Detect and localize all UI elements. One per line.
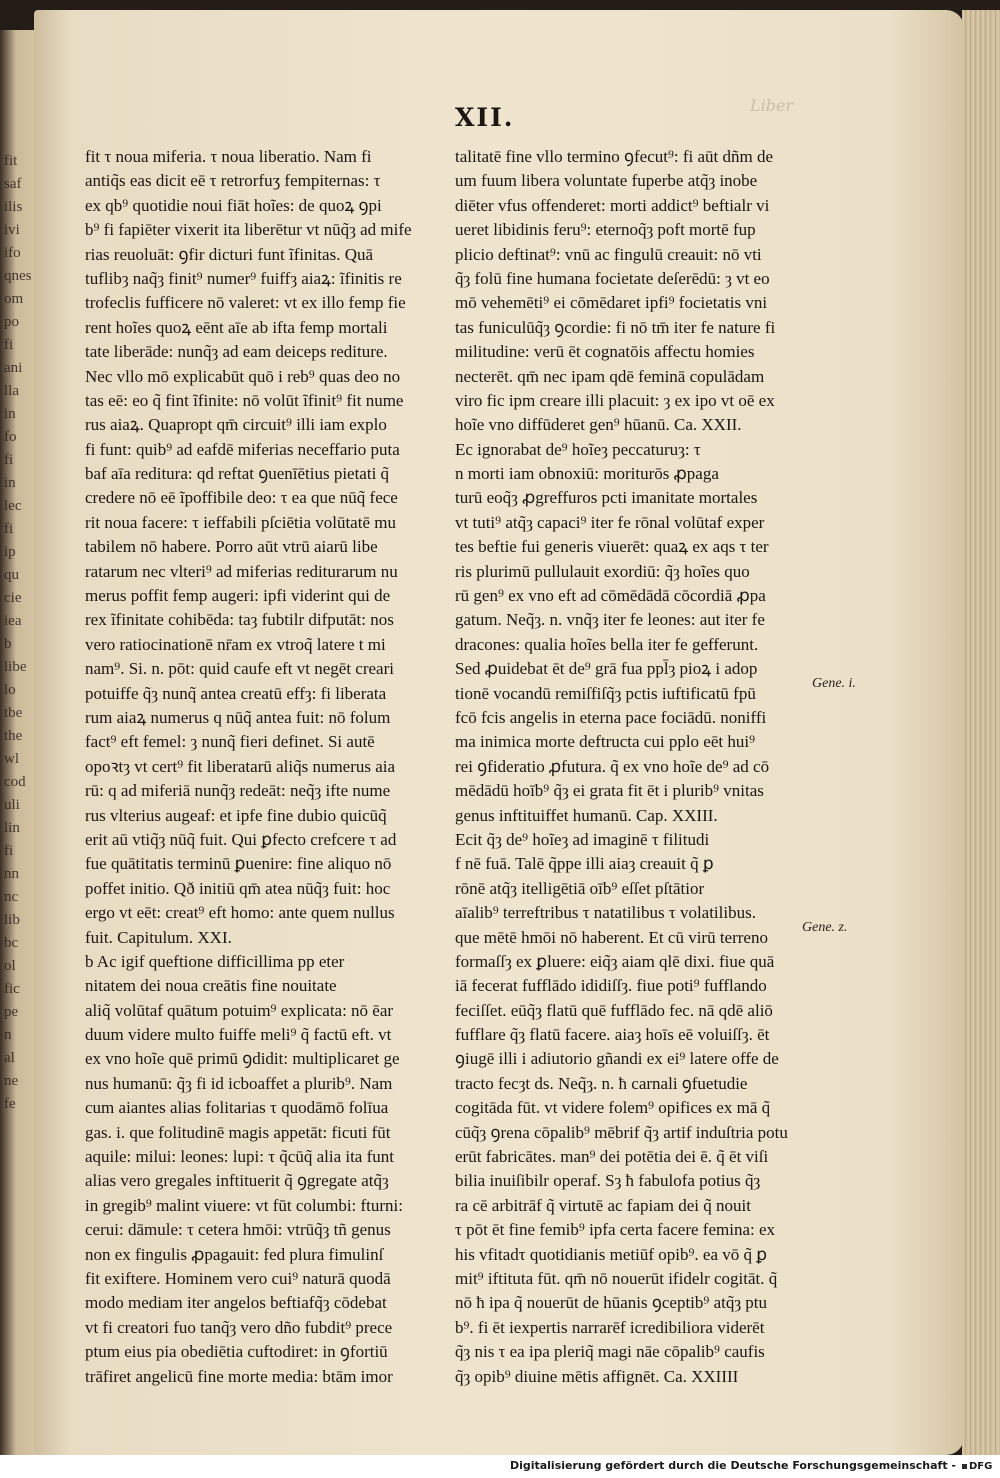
left-text-column xyxy=(85,145,445,1389)
right-column-line: que mētē hmōi nō haberent. Et cū virū terreno xyxy=(455,927,768,947)
right-column-line: q̃ȝ folū fine humana focietate deſerēdū: ȝ vt eo xyxy=(455,268,770,288)
right-column-line: hoĩe vno diffūderet gen⁹ hūanū. Ca. XXII. xyxy=(455,415,742,435)
right-column-line: ueret libidinis feru⁹: eternoq̃ȝ poft mortē fup xyxy=(455,220,756,240)
right-column-line: ris plurimū pullulauit exordiū: q̃ȝ hoĩes quo xyxy=(455,561,750,581)
left-column-line: gas. i. que folitudinē magis appetāt: ficuti fūt xyxy=(85,1122,391,1142)
dfg-logo-mark-icon xyxy=(962,1464,967,1469)
right-column-line: nō ħ ipa q̃ nouerūt de hūanis ꝯceptib⁹ atq̃ȝ ptu xyxy=(455,1293,768,1313)
right-column-line: dracones: qualia hoĩes bella iter fe gefferunt. xyxy=(455,634,759,654)
left-column-line: nitatem dei noua creātis fine nouitate xyxy=(85,976,337,996)
right-column-line: um fuum libera voluntate fuperbe atq̃ȝ inobe xyxy=(455,171,758,191)
left-column-line: fit exiftere. Hominem vero cui⁹ naturā quodā xyxy=(85,1268,391,1288)
right-column-line: rū gen⁹ ex vno eft ad cōmēdādā cōcordiā ꝓpa xyxy=(455,586,766,606)
left-column-line: nam⁹. Si. n. pōt: quid caufe eft vt negēt creari xyxy=(85,659,394,679)
right-column-line: turū eoq̃ȝ ꝓgreffuros pcti imanitate mortales xyxy=(455,488,758,508)
left-column-line: cerui: dāmule: τ cetera hmōi: vtrūq̃ȝ tñ genus xyxy=(85,1220,391,1240)
right-column-line: genus inftituiffet humanū. Cap. XXIII. xyxy=(455,805,718,825)
left-column-line: trofeclis fufficere nō valeret: vt ex illo femp fie xyxy=(85,293,406,313)
left-column-line: fit τ noua miferia. τ noua liberatio. Nam fi xyxy=(85,147,372,166)
left-column-line: merus poffit femp augeri: ipfi viderint qui de xyxy=(85,586,391,606)
left-column-line: fi funt: quib⁹ ad eafdē miferias neceffario puta xyxy=(85,439,400,459)
right-column-line: f nē fuā. Talē q̃ppe illi aiaȝ creauit q̃ ꝑ xyxy=(455,854,714,874)
left-column-line: tate liberāde: nunq̃ȝ ad eam deiceps rediture. xyxy=(85,342,388,362)
right-column-line: q̃ȝ opib⁹ diuine mētis affignēt. Ca. XXIIII xyxy=(455,1366,739,1386)
left-column-line: nus humanū: q̃ȝ fi id icboaffet a plurib⁹. Nam xyxy=(85,1073,393,1093)
right-column-line: necterēt. qm̄ nec ipam qdē feminā copulādam xyxy=(455,366,765,386)
folio-number: XII. xyxy=(455,103,515,132)
right-column-line: plicio deftinat⁹: vnū ac fingulū creauit: nō vti xyxy=(455,244,762,264)
left-column-line: potuiffe q̃ȝ nunq̃ antea creatū effȝ: fi liberata xyxy=(85,683,387,703)
left-column-line: non ex fingulis ꝓpagauit: fed plura fimulinſ xyxy=(85,1244,384,1264)
right-column-line: cogitāda fūt. vt videre folem⁹ opifices ex mā q̃ xyxy=(455,1098,771,1118)
right-column-line: ra cē arbitrāf q̃ virtutē ac fapiam dei q̃ nouit xyxy=(455,1195,751,1215)
left-column-line: alias vero gregales inftituerit q̃ ꝯgregate atq̃ȝ xyxy=(85,1171,389,1191)
funding-credit: Digitalisierung gefördert durch die Deutsche Forschungsgemeinschaft - xyxy=(509,1459,956,1472)
right-column-line: tionē vocandū remiſfiſq̃ȝ pctis iuftificatū fpū xyxy=(455,683,756,703)
left-column-line: credere nō eē ĩpoffibile deo: τ ea que nūq̃ fece xyxy=(85,488,398,508)
right-column-line: rei ꝯfideratio ꝓfutura. q̃ ex vno hoĩe de⁹ ad cō xyxy=(455,756,770,776)
right-column-line: mit⁹ iftituta fūt. qm̄ nō nouerūt ifidelr cogitāt. q̃ xyxy=(455,1268,778,1288)
left-column-line: vt fi creatori fuo tanq̃ȝ vero dño fubdit⁹ prece xyxy=(85,1317,393,1337)
right-column-line: his vfitadτ quotidianis metiūf opib⁹. ea vō q̃ ꝑ xyxy=(455,1244,768,1264)
right-column-line: gatum. Neq̃ȝ. n. vnq̃ȝ iter fe leones: aut iter fe xyxy=(455,610,765,630)
left-column-line: in gregib⁹ malint viuere: vt fūt columbi: fturni: xyxy=(85,1195,404,1215)
left-column-line: fuit. Capitulum. XXI. xyxy=(85,927,232,947)
dfg-logo xyxy=(962,1458,994,1474)
left-column-line: rex ĩfinitate cohibēda: taȝ fubtilr difputāt: nos xyxy=(85,610,394,630)
right-column-line: Sed ꝓuidebat ēt de⁹ grā fua ppl̄ȝ pioꝝ i adop xyxy=(455,659,758,679)
right-column-line: τ pōt ēt fine femib⁹ ipfa certa facere femina: ex xyxy=(455,1220,776,1240)
right-column-line: mō vehemēti⁹ ei cōmēdaret ipfi⁹ focietatis vni xyxy=(455,293,768,313)
page-fore-edge xyxy=(962,10,1000,1455)
left-column-line: baf aīa reditura: qd reftat ꝯuenīētius pietati q̃ xyxy=(85,464,390,484)
left-column-line: rent hoĩes quoꝝ eēnt aīe ab ifta femp mortali xyxy=(85,317,388,337)
right-column-line: vt tuti⁹ atq̃ȝ capaci⁹ iter fe rōnal volūtaf exper xyxy=(455,512,765,532)
right-column-line: b⁹. fi ēt iexpertis narrarēf icredibiliora viderēt xyxy=(455,1317,765,1337)
left-column-line: ex qb⁹ quotidie noui fiāt hoĩes: de quoꝝ ꝯpi xyxy=(85,195,382,215)
left-column-line: duum videre multo fuiffe meli⁹ q̃ factū eft. vt xyxy=(85,1025,392,1045)
right-column-line: viro fic ipm creare illi placuit: ȝ ex ipo vt oē ex xyxy=(455,390,775,410)
right-column-line: q̃ȝ nis τ ea ipa pleriq̃ magi nāe cōpalib⁹ caufis xyxy=(455,1342,765,1362)
right-column-line: ma inimica morte deftructa cui pplo eēt hui⁹ xyxy=(455,732,756,752)
right-text-column xyxy=(455,145,800,1389)
left-column-line: modo mediam iter angelos beftiafq̃ȝ cōdebat xyxy=(85,1293,387,1313)
right-column-line: Ec ignorabat de⁹ hoĩeȝ peccaturuȝ: τ xyxy=(455,439,701,459)
right-column-line: tracto fecȝt ds. Neq̃ȝ. n. ħ carnali ꝯfuetudie xyxy=(455,1073,748,1093)
right-column-line: formaſſȝ ex ꝑluere: eiq̃ȝ aiam qlē dixi. fiue quā xyxy=(455,951,775,971)
left-column-line: ex vno hoĩe quē primū ꝯdidit: multiplicaret ge xyxy=(85,1049,400,1069)
left-column-line: rum aiaꝝ numerus q nūq̃ antea fuit: nō folum xyxy=(85,707,391,727)
right-column-line: aīalib⁹ terreftribus τ natatilibus τ volatilibus. xyxy=(455,903,756,923)
left-column-line: rus aiaꝝ. Quapropt qm̄ circuit⁹ illi iam explo xyxy=(85,415,387,435)
left-column-line: rias reuoluāt: ꝯfir dicturi funt ĩfinitas. Quā xyxy=(85,244,374,264)
right-column-line: rōnē atq̃ȝ itelligētiā oīb⁹ eſſet pſtātior xyxy=(455,878,705,898)
left-column-line: rus vlterius augeaf: et ipfe fine dubio quicūq̃ xyxy=(85,805,387,825)
left-column-line: fact⁹ eft femel: ȝ nunq̃ fieri definet. Si autē xyxy=(85,732,375,752)
left-column-line: cum aiantes alias folitarias τ quodāmō folīua xyxy=(85,1098,389,1118)
right-column-line: Ecit q̃ȝ de⁹ hoĩeȝ ad imaginē τ filitudi xyxy=(455,829,710,849)
left-column-line: rū: q ad miferiā nunq̃ȝ redeāt: neq̃ȝ ifte nume xyxy=(85,781,391,801)
left-column-line: vero ratiocinationē nr̄am ex vtroq̃ latere t mi xyxy=(85,634,386,654)
right-column-line: talitatē fine vllo termino ꝯfecut⁹: fi aūt dñm de xyxy=(455,147,774,166)
right-column-line: iā fecerat fufflādo ididiſſȝ. fiue poti⁹ fufflando xyxy=(455,976,767,996)
left-column-line: aliq̃ volūtaf quātum potuim⁹ explicata: nō ēar xyxy=(85,1000,394,1020)
left-column-line: tas eē: eo q̃ fint ĩfinite: nō volūt ĩfinit⁹ fit nume xyxy=(85,390,404,410)
left-column-line: erit aū vtiq̃ȝ nūq̃ fuit. Qui ꝑfecto crefcere τ ad xyxy=(85,829,397,849)
left-column-line: tuflibȝ naq̃ȝ finit⁹ numer⁹ fuiffȝ aiaꝝ: ĩfinitis re xyxy=(85,268,402,288)
left-column-line: fue quātitatis terminū ꝑuenire: fine aliquo nō xyxy=(85,854,392,874)
footer-bar xyxy=(0,1455,1000,1478)
left-column-line: tabilem nō habere. Porro aūt vtrū aiarū libe xyxy=(85,537,378,557)
right-column-line: mēdādū hoīb⁹ q̃ȝ ei grata fit ēt i plurib⁹ vnitas xyxy=(455,781,764,801)
left-column-line: Nec vllo mō explicabūt quō i reb⁹ quas deo no xyxy=(85,366,401,386)
right-column-line: erūt fabricātes. man⁹ dei potētia dei ē. q̃ ēt viſi xyxy=(455,1147,769,1167)
left-column-line: b Ac igif queftione difficillima pp eter xyxy=(85,951,345,971)
dfg-logo-text: DFG xyxy=(969,1460,993,1472)
right-column-line: n morti iam obnoxiū: moriturōs ꝓpaga xyxy=(455,464,719,484)
right-column-line: cūq̃ȝ ꝯrena cōpalib⁹ mēbrif q̃ȝ artif induſtria potu xyxy=(455,1122,788,1142)
right-column-line: feciſſet. eūq̃ȝ flatū quē fufflādo fec. nā qdē aliō xyxy=(455,1000,773,1020)
left-column-line: opoꝛtȝ vt cert⁹ fit liberatarū aliq̃s numerus aia xyxy=(85,756,396,776)
margin-note-gene-2: Gene. z. xyxy=(802,920,848,935)
right-column-line: fcō fcis angelis in eterna pace fociādū. noniffi xyxy=(455,707,767,727)
left-column-line: ptum eius pia obediētia cuftodiret: in ꝯfortiū xyxy=(85,1342,388,1362)
left-column-line: poffet initio. Qð initiū qm̄ atea nūq̃ȝ fuit: hoc xyxy=(85,878,391,898)
previous-page-text: fit saf ilis ivi ifo qnes om po fi ani lla in fo fi in lec fi ip qu cie iea b libe lo tbe the wl cod uli lin fi nn nc lib bc ol fic pe n al ne fe xyxy=(4,153,32,1112)
right-column-line: militudine: verū ēt cognatōis affectu homies xyxy=(455,342,755,362)
left-column-line: antiq̃s eas dicit eē τ retrorfuʒ fempiternas: τ xyxy=(85,171,381,191)
right-column-line: ꝯiugē illi i adiutorio gñandi ex ei⁹ latere offe de xyxy=(455,1049,779,1069)
right-column-line: tas funiculūq̃ȝ ꝯcordie: fi nō tm̄ iter fe nature fi xyxy=(455,317,776,337)
right-column-line: bilia inuiſibilr operaf. Sȝ ħ fabulofa potius q̃ȝ xyxy=(455,1171,761,1191)
margin-note-gene-1: Gene. i. xyxy=(812,676,856,691)
right-column-line: diēter vfus offenderet: morti addict⁹ beftialr vi xyxy=(455,195,770,215)
left-column-line: ergo vt eēt: creat⁹ eft homo: ante quem nullus xyxy=(85,903,395,923)
left-column-line: rit noua facere: τ ieffabili pſciētia volūtatē mu xyxy=(85,512,396,532)
right-column-line: fufflare q̃ȝ flatū facere. aiaȝ hoīs eē voluiſſȝ. ēt xyxy=(455,1025,770,1045)
left-column-line: b⁹ fi fapiēter vixerit ita liberētur vt nūq̃ȝ ad mife xyxy=(85,220,412,240)
left-column-line: aquile: milui: leones: lupi: τ q̃cūq̃ alia ita funt xyxy=(85,1147,394,1167)
left-column-line: trāfiret angelicū fine morte media: btām imor xyxy=(85,1366,393,1386)
bleed-through-header: Liber xyxy=(750,96,794,115)
left-column-line: ratarum nec vlteri⁹ ad miferias rediturarum nu xyxy=(85,561,398,581)
right-column-line: tes beftie fui generis viuerēt: quaꝝ ex aqs τ ter xyxy=(455,537,769,557)
